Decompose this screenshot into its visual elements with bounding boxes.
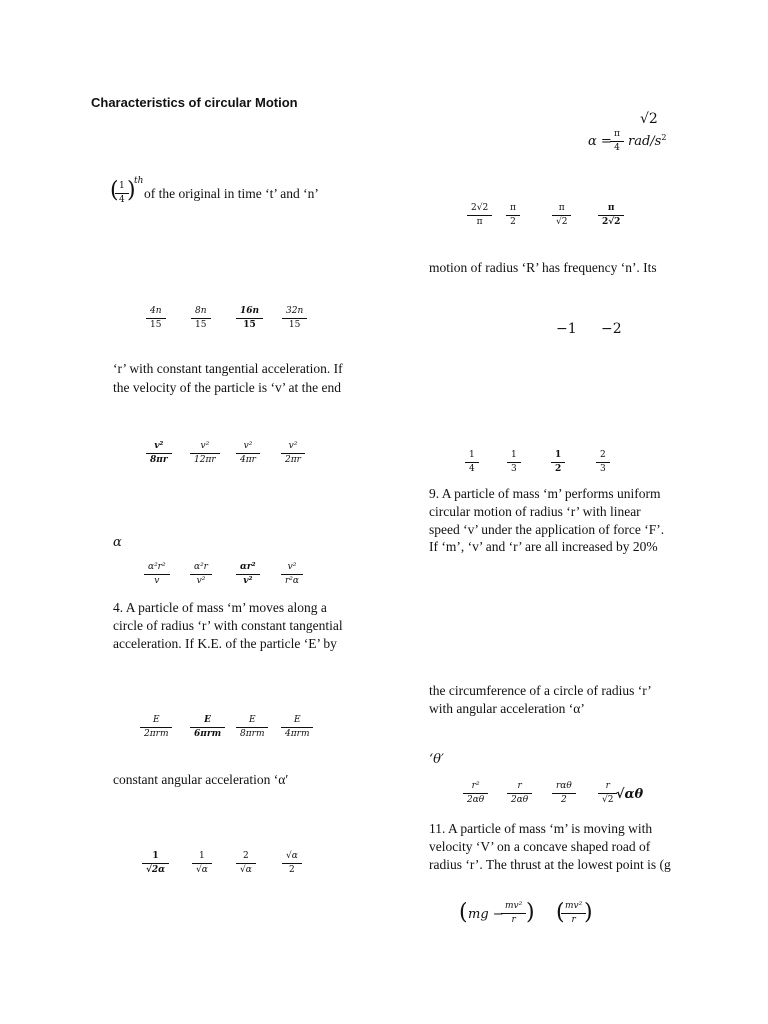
thrust2-open-paren: ( — [556, 900, 565, 925]
constant-angular-line: constant angular acceleration ‘α′ — [113, 772, 289, 787]
option-right-d: $\frac{2}{3}$ — [598, 450, 608, 475]
option-q1-c: $\frac{\pi}{√2}$ — [554, 203, 569, 228]
close-paren: ) — [127, 178, 136, 203]
option-q2-d: $\frac{32n}{15}$ — [284, 306, 305, 331]
quarter-text: of the original in time ‘t’ and ‘n’ — [144, 186, 319, 201]
option-q4-b: E 6πrm — [192, 715, 223, 740]
option-theta-b: $\frac{r}{2\alpha\theta}$ — [509, 781, 530, 806]
sqrt-alpha-theta: √αθ — [616, 787, 644, 802]
q4-line-2: circle of radius ‘r’ with constant tangential — [113, 618, 343, 633]
q9-line-2: circular motion of radius ‘r’ with linear — [429, 504, 641, 519]
option-theta-d: $\frac{r}{√2}$ — [600, 781, 615, 806]
q11-line-2: velocity ‘V’ on a concave shaped road of — [429, 839, 651, 854]
option-q4-c: E 8πrm — [238, 715, 266, 740]
sqrt-two: √2 — [640, 111, 658, 127]
option-right-c: $\frac{1}{2}$ — [553, 450, 563, 475]
circumference-line-1: the circumference of a circle of radius ‘r’ — [429, 683, 652, 698]
option-q2-c: $\frac{16n}{15}$ — [238, 306, 261, 331]
thrust2-fraction: $\frac{\text{mv²}}{r}$ — [563, 901, 584, 926]
option-theta-c: rαθ 2 — [554, 781, 574, 806]
thrust-mg: mg − — [468, 907, 504, 922]
option-sqrt-d: $\frac{√\alpha}{2}$ — [284, 851, 300, 876]
q9-line-1: 9. A particle of mass ‘m’ performs uniform — [429, 486, 661, 501]
page-title: Characteristics of circular Motion — [91, 95, 298, 110]
option-q2-b: $\frac{8n}{15}$ — [193, 306, 209, 331]
quarter-fraction: $\frac{1}{4}$ — [117, 181, 127, 206]
thrust2-close-paren: ) — [584, 900, 593, 925]
option-sqrt-b: $\frac{1}{√\alpha}$ — [194, 851, 210, 876]
alpha-units: rad/$s^2$ — [628, 133, 667, 149]
theta-label: ‘θ′ — [429, 752, 444, 767]
q3-line-2: the velocity of the particle is ‘v’ at the end — [113, 380, 342, 395]
q9-line-4: If ‘m’, ‘v’ and ‘r’ are all increased by 20% — [429, 539, 658, 554]
radius-r-line: motion of radius ‘R’ has frequency ‘n’. Its — [429, 260, 657, 275]
thrust-fraction: $\frac{\text{mv²}}{r}$ — [503, 901, 524, 926]
q11-line-1: 11. A particle of mass ‘m’ is moving with — [429, 821, 653, 836]
option-q2-a: $\frac{4n}{15}$ — [148, 306, 164, 331]
thrust-open-paren: ( — [459, 900, 468, 925]
option-q3-b: $\frac{\text{v²}}{12\pi r}$ — [192, 441, 218, 466]
option-alpha-d: $\frac{\text{v²}}{\text{r²α}}$ — [283, 562, 301, 587]
q4-line-3: acceleration. If K.E. of the particle ‘E’ by — [113, 636, 337, 651]
alpha-equation-label: α = — [588, 134, 612, 149]
open-paren: ( — [110, 178, 119, 203]
circumference-line-2: with angular acceleration ‘α’ — [429, 701, 585, 716]
thrust-close-paren: ) — [526, 900, 535, 925]
alpha-equation-fraction: $\frac{\pi}{4}$ — [612, 129, 622, 154]
option-theta-a: $\frac{\text{r²}}{2\alpha\theta}$ — [465, 781, 486, 806]
neg-one: −1 — [556, 321, 577, 337]
q11-line-3: radius ‘r’. The thrust at the lowest point is (g — [429, 857, 671, 872]
option-q3-a: $\frac{\text{v²}}{8\pi r}$ — [148, 441, 170, 466]
option-right-a: $\frac{1}{4}$ — [467, 450, 477, 475]
option-alpha-a: $\frac{\text{α²r²}}{v}$ — [146, 562, 168, 587]
option-q3-d: $\frac{\text{v²}}{2\pi r}$ — [283, 441, 303, 466]
q4-line-1: 4. A particle of mass ‘m’ moves along a — [113, 600, 327, 615]
option-sqrt-c: $\frac{2}{√\alpha}$ — [238, 851, 254, 876]
option-q4-a: E 2πrm — [142, 715, 170, 740]
option-right-b: $\frac{1}{3}$ — [509, 450, 519, 475]
option-q4-d: E 4πrm — [283, 715, 311, 740]
q9-line-3: speed ‘v’ under the application of force ‘F’. — [429, 522, 665, 537]
option-q1-b: $\frac{\pi}{2}$ — [508, 203, 518, 228]
alpha-label: α — [113, 535, 122, 550]
option-alpha-b: $\frac{\text{α²r}}{\text{v²}}$ — [192, 562, 210, 587]
option-q3-c: $\frac{\text{v²}}{4\pi r}$ — [238, 441, 258, 466]
power-th: th — [134, 176, 144, 186]
neg-two: −2 — [601, 321, 622, 337]
option-sqrt-a: $\frac{1}{√2\alpha}$ — [144, 851, 167, 876]
option-q1-a: $\frac{2√2}{\pi}$ — [469, 203, 490, 228]
option-alpha-c: $\frac{\text{αr²}}{\text{v²}}$ — [238, 562, 258, 587]
q3-line-1: ‘r’ with constant tangential acceleration. If — [113, 361, 343, 376]
option-q1-d: $\frac{\pi}{2√2}$ — [600, 203, 622, 228]
